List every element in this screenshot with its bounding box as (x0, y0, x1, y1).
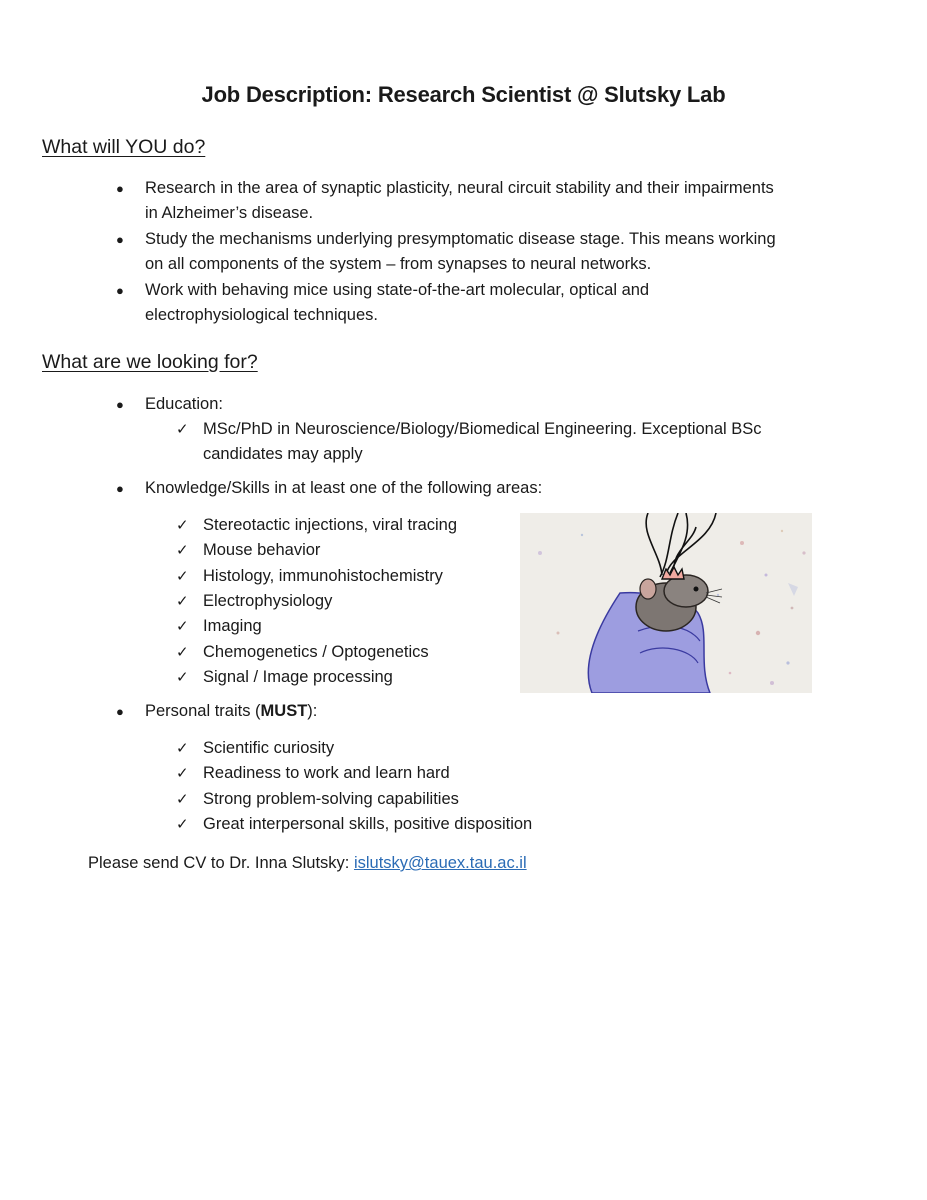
list-item-text: Electrophysiology (203, 592, 333, 610)
list-item-text: Chemogenetics / Optogenetics (203, 643, 429, 661)
bullet-icon: ● (116, 397, 124, 412)
list-item (176, 787, 816, 812)
list-item (176, 736, 816, 761)
list-item-text: Stereotactic injections, viral tracing (203, 516, 458, 534)
checkmark-icon: ✓ (176, 618, 189, 635)
list-item-text: Great interpersonal skills, positive disposition (203, 815, 533, 833)
contact-line (88, 851, 527, 876)
list-item-education (114, 392, 834, 417)
mouse-head (664, 575, 708, 607)
bullet-icon: ● (116, 704, 124, 719)
checkmark-icon: ✓ (176, 421, 189, 438)
checkmark-icon: ✓ (176, 740, 189, 757)
mouse-illustration (520, 513, 812, 693)
checkmark-icon: ✓ (176, 568, 189, 585)
checkmark-icon: ✓ (176, 791, 189, 808)
checkmark-icon: ✓ (176, 644, 189, 661)
list-item-skills (114, 476, 834, 501)
list-item-text: Work with behaving mice using state-of-the-art molecular, optical and (145, 281, 650, 299)
list-item (114, 227, 834, 277)
list-item (176, 417, 816, 467)
bullet-icon: ● (116, 232, 124, 247)
checkmark-icon: ✓ (176, 542, 189, 559)
list-item-text: candidates may apply (203, 445, 363, 463)
mouse-ear (640, 579, 656, 599)
email-link[interactable]: islutsky@tauex.tau.ac.il (353, 854, 527, 872)
traits-label: Personal traits (MUST): (145, 702, 318, 720)
list-item-text: on all components of the system – from synapses to neural networks. (145, 255, 652, 273)
list-item-text: Histology, immunohistochemistry (203, 567, 443, 585)
list-item-text: Strong problem-solving capabilities (203, 790, 459, 808)
bullet-icon: ● (116, 481, 124, 496)
checkmark-icon: ✓ (176, 669, 189, 686)
list-item-text: MSc/PhD in Neuroscience/Biology/Biomedical Engineering. Exceptional BSc (203, 420, 762, 438)
list-item-text: Scientific curiosity (203, 739, 335, 757)
list-item (114, 278, 834, 328)
list-item (176, 812, 816, 837)
list-item-text: Signal / Image processing (203, 668, 393, 686)
list-item (114, 176, 834, 226)
checkmark-icon: ✓ (176, 517, 189, 534)
list-item-text: Research in the area of synaptic plasticity, neural circuit stability and their impairments (145, 179, 774, 197)
list-item-text: Imaging (203, 617, 262, 635)
list-item-text: Mouse behavior (203, 541, 321, 559)
list-item-traits (114, 699, 834, 724)
list-item-text: in Alzheimer’s disease. (145, 204, 314, 222)
bullet-icon: ● (116, 181, 124, 196)
list-item-text: Readiness to work and learn hard (203, 764, 450, 782)
checkmark-icon: ✓ (176, 765, 189, 782)
checkmark-icon: ✓ (176, 816, 189, 833)
list-item-text: Study the mechanisms underlying presymptomatic disease stage. This means working (145, 230, 776, 248)
education-label: Education: (145, 395, 223, 413)
page-title: Job Description: Research Scientist @ Slutsky Lab (201, 82, 726, 107)
must-emphasis: MUST (260, 702, 308, 720)
list-item (176, 761, 816, 786)
section-heading-looking-for: What are we looking for? (42, 351, 258, 373)
section-heading-what-you-do: What will YOU do? (42, 136, 206, 158)
checkmark-icon: ✓ (176, 593, 189, 610)
bullet-icon: ● (116, 283, 124, 298)
contact-text: Please send CV to Dr. Inna Slutsky: (88, 854, 354, 872)
skills-label: Knowledge/Skills in at least one of the following areas: (145, 479, 543, 497)
list-item-text: electrophysiological techniques. (145, 306, 378, 324)
